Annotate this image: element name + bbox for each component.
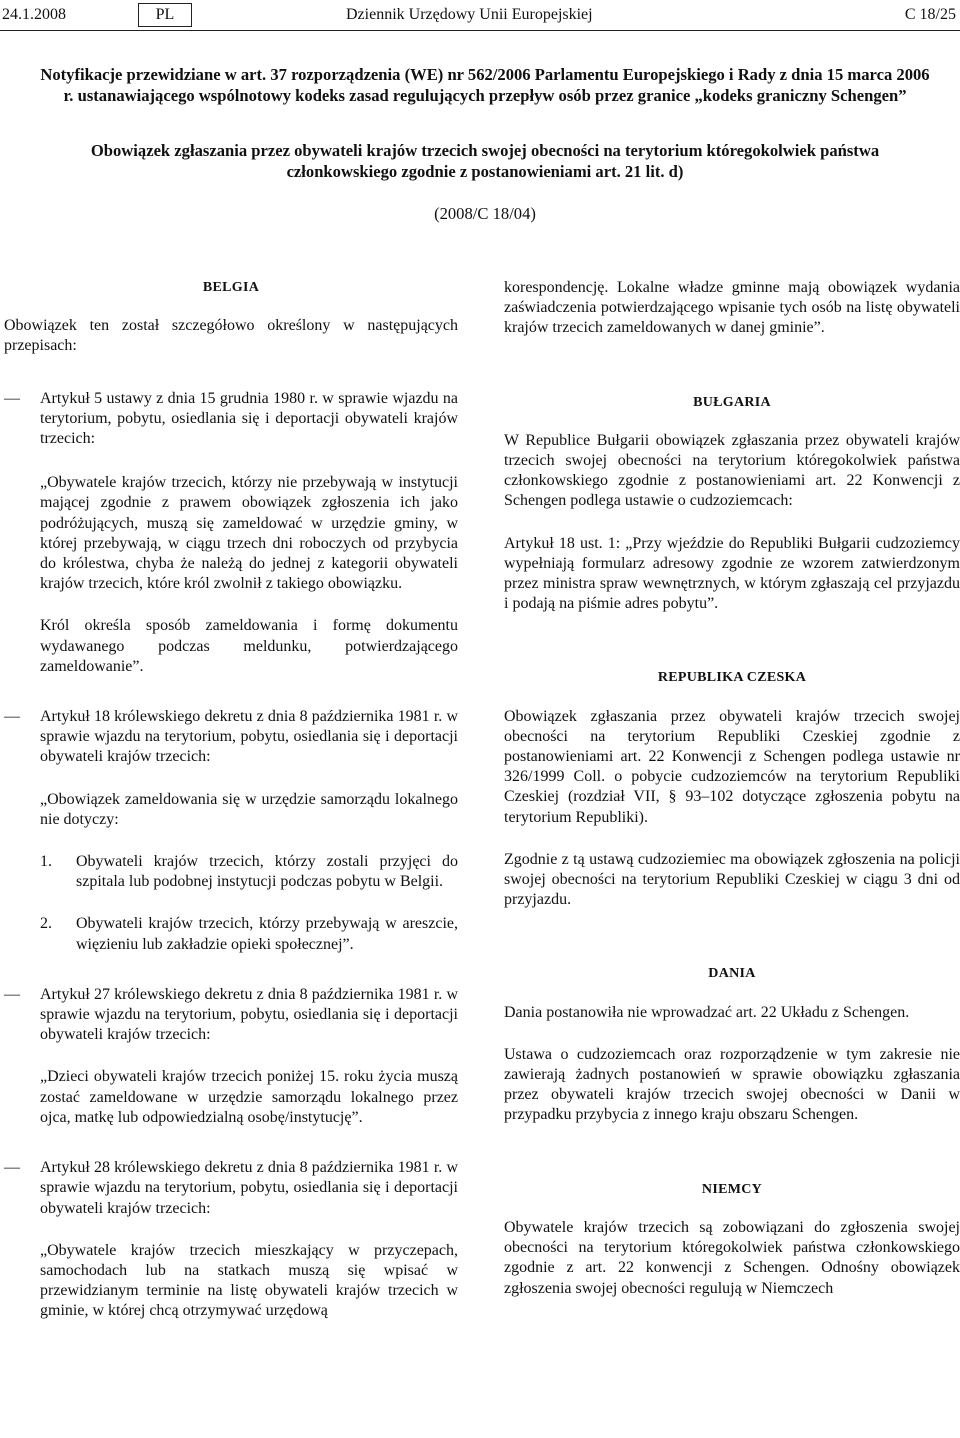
section-title-bulgaria: BUŁGARIA — [693, 394, 771, 410]
quote: „Dzieci obywateli krajów trzecich poniżej 15. roku życia muszą zostać zameldowane w urzędzie samorządu lokalnego przez ojca, matkę lub odpowiedzialną osobę/instytucję”. — [40, 1068, 458, 1126]
journal-title: Dziennik Urzędowy Unii Europejskiej — [346, 6, 593, 23]
paragraph: Obowiązek zgłaszania przez obywateli krajów trzecich swojej obecności na terytorium Republiki Czeskiej zgodnie z postanowieniami art. 22 Konwencji z Schengen podlega ustawie nr 326/1999 Coll. o pobycie cudzoziemców na terytorium Republiki Czeskiej (rozdział VII, § 93–102 dotyczące zgłoszenia pobytu na terytorium Republiki). — [504, 707, 960, 826]
document-subheading: Obowiązek zgłaszania przez obywateli krajów trzecich swojej obecności na terytorium któregokolwiek państwa członkowskiego zgodnie z postanowieniami art. 21 lit. d) — [90, 141, 880, 181]
section-title-czech: REPUBLIKA CZESKA — [657, 670, 807, 686]
dash-marker: — — [4, 389, 20, 407]
dash-marker: — — [4, 985, 20, 1003]
header-rule — [0, 30, 960, 31]
page-reference: C 18/25 — [904, 6, 956, 23]
item-number: 1. — [40, 853, 52, 871]
quote: „Obywatele krajów trzecich, którzy nie przebywają w instytucji mającej zgodnie z prawem obowiązek zgłoszenia ich jako podróżujących, muszą się zameldować w urzędzie gminy, w której przebywają, w ciągu trzech dni roboczych od przybycia do królestwa, chyba że należą do jednej z kategorii obywateli krajów trzecich, które król zwolnił z takiego obowiązku. — [40, 474, 458, 593]
paragraph: W Republice Bułgarii obowiązek zgłaszania przez obywateli krajów trzecich swojej obecności na terytorium któregokolwiek państwa członkowskiego zgodnie z postanowieniami art. 22 Konwencji z Schengen podlega ustawie o cudzoziemcach: — [504, 431, 960, 510]
paragraph: Dania postanowiła nie wprowadzać art. 22 Układu z Schengen. — [504, 1003, 910, 1021]
list-item — [4, 707, 458, 768]
header-date: 24.1.2008 — [2, 6, 66, 23]
document-reference: (2008/C 18/04) — [434, 204, 536, 223]
numbered-item — [4, 852, 458, 892]
quote: „Obowiązek zameldowania się w urzędzie samorządu lokalnego nie dotyczy: — [40, 790, 458, 828]
right-column — [504, 278, 960, 1299]
section-title-niemcy: NIEMCY — [701, 1181, 763, 1197]
item-text: Artykuł 5 ustawy z dnia 15 grudnia 1980 r. w sprawie wjazdu na terytorium, pobytu, osiedlania się i deportacji obywateli krajów trzecich: — [40, 389, 458, 448]
document-heading: Notyfikacje przewidziane w art. 37 rozporządzenia (WE) nr 562/2006 Parlamentu Europejskiego i Rady z dnia 15 marca 2006 r. ustanawiającego wspólnotowy kodeks zasad regulujących przepływ osób przez granice „kodeks graniczny Schengen” — [40, 65, 930, 105]
paragraph: Artykuł 18 ust. 1: „Przy wjeździe do Republiki Bułgarii cudzoziemcy wypełniają formularz adresowy zgodnie ze wzorem zatwierdzonym przez ministra spraw wewnętrznych, w którym zgłaszają cel przyjazdu i podają na piśmie adres pobytu”. — [504, 534, 960, 613]
item-number: 2. — [40, 915, 52, 933]
item-text: Artykuł 27 królewskiego dekretu z dnia 8 października 1981 r. w sprawie wjazdu na terytorium, pobytu, osiedlania się i deportacji obywateli krajów trzecich: — [40, 985, 458, 1044]
page-header — [0, 0, 960, 30]
list-item — [4, 985, 458, 1046]
quote: Król określa sposób zameldowania i formę dokumentu wydawanego podczas meldunku, potwierdzającego zameldowanie”. — [40, 617, 458, 675]
item-text: Artykuł 28 królewskiego dekretu z dnia 8 października 1981 r. w sprawie wjazdu na terytorium, pobytu, osiedlania się i deportacji obywateli krajów trzecich: — [40, 1159, 458, 1217]
item-text: Artykuł 18 królewskiego dekretu z dnia 8 października 1981 r. w sprawie wjazdu na terytorium, pobytu, osiedlania się i deportacji obywateli krajów trzecich: — [40, 708, 458, 766]
paragraph: Zgodnie z tą ustawą cudzoziemiec ma obowiązek zgłoszenia na policji swojej obecności na terytorium Republiki Czeskiej w ciągu 3 dni od przyjazdu. — [504, 850, 960, 909]
dash-marker: — — [4, 708, 20, 726]
paragraph: Ustawa o cudzoziemcach oraz rozporządzenie w tym zakresie nie zawierają żadnych postanowień w sprawie obowiązku zgłaszania przez obywateli krajów trzecich swojej obecności w Danii w przypadku przybycia z innego kraju obszaru Schengen. — [504, 1045, 960, 1124]
language-box: PL — [138, 3, 192, 27]
item-text: Obywateli krajów trzecich, którzy przebywają w areszcie, więzieniu lub zakładzie opieki społecznej”. — [76, 915, 458, 953]
left-column — [4, 278, 458, 1322]
numbered-item — [4, 914, 458, 954]
dash-marker: — — [4, 1159, 20, 1177]
item-text: Obywateli krajów trzecich, którzy zostali przyjęci do szpitala lub podobnej instytucji podczas pobytu w Belgii. — [76, 853, 458, 891]
continued-text: korespondencję. Lokalne władze gminne mają obowiązek wydania zaświadczenia potwierdzającego wpisanie tych osób na listę obywateli krajów trzecich zameldowanych w danej gminie”. — [504, 279, 960, 337]
belgia-intro: Obowiązek ten został szczegółowo określony w następujących przepisach: — [4, 317, 458, 355]
quote: „Obywatele krajów trzecich mieszkający w przyczepach, samochodach lub na statkach muszą się wpisać w przewidzianym terminie na listę obywateli krajów trzecich w gminie, w której chcą otrzymywać urzędową — [40, 1241, 458, 1320]
list-item — [4, 389, 458, 450]
section-title-belgia: BELGIA — [202, 280, 260, 295]
section-title-dania: DANIA — [708, 966, 756, 982]
list-item — [4, 1158, 458, 1219]
paragraph: Obywatele krajów trzecich są zobowiązani do zgłoszenia swojej obecności na terytorium któregokolwiek państwa członkowskiego zgodnie z art. 22 konwencji z Schengen. Odnośny obowiązek zgłoszenia swojej obecności regulują w Niemczech — [504, 1218, 960, 1297]
